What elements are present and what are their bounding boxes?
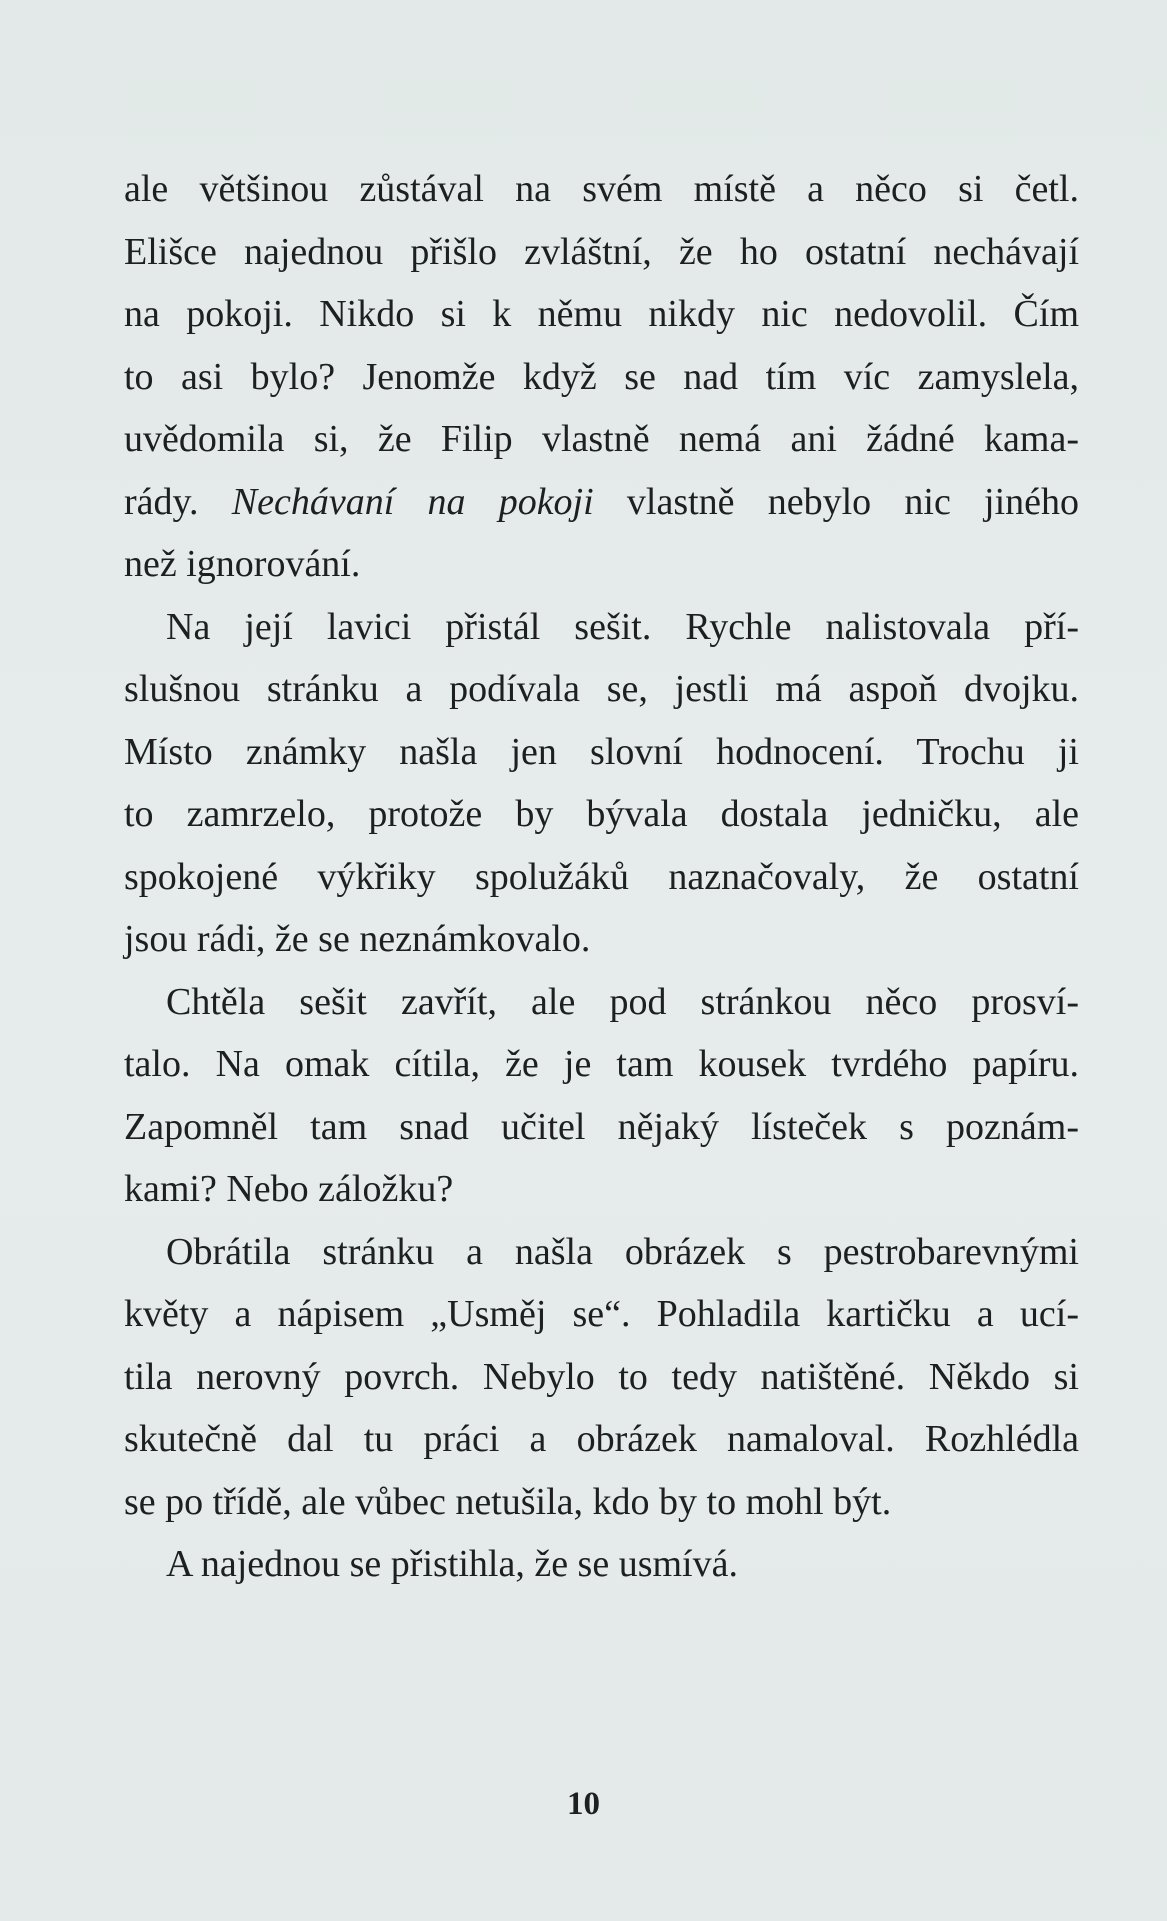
text-line: Obrátila stránku a našla obrázek s pestrobarevnými — [166, 1230, 1079, 1273]
text-line: Na její lavici přistál sešit. Rychle nalistovala pří- — [166, 605, 1079, 648]
text-line: Elišce najednou přišlo zvláštní, že ho ostatní nechávají — [124, 230, 1079, 273]
body-text — [124, 158, 1079, 1596]
text-line: skutečně dal tu práci a obrázek namaloval. Rozhlédla — [124, 1418, 1079, 1460]
text-run: vlastně nebylo nic jiného — [593, 480, 1080, 523]
text-line: ale většinou zůstával na svém místě a něco si četl. — [124, 168, 1079, 210]
text-line: Zapomněl tam snad učitel nějaký lísteček s poznám- — [124, 1105, 1079, 1148]
text-line: květy a nápisem „Usměj se“. Pohladila kartičku a ucí- — [124, 1293, 1079, 1335]
text-line: kami? Nebo záložku? — [124, 1168, 454, 1210]
text-line: uvědomila si, že Filip vlastně nemá ani žádné kama- — [124, 418, 1079, 460]
text-line: tila nerovný povrch. Nebylo to tedy natištěné. Někdo si — [124, 1355, 1079, 1398]
text-run: rády. — [124, 480, 232, 523]
text-line: A najednou se přistihla, že se usmívá. — [166, 1543, 738, 1585]
paragraph — [124, 596, 1079, 971]
paragraph — [124, 1533, 1079, 1596]
text-line: to zamrzelo, protože by bývala dostala jedničku, ale — [124, 793, 1079, 835]
text-line: na pokoji. Nikdo si k němu nikdy nic nedovolil. Čím — [124, 293, 1079, 335]
text-line: to asi bylo? Jenomže když se nad tím víc zamyslela, — [124, 355, 1079, 398]
text-line-with-italic — [124, 471, 1079, 534]
text-line: talo. Na omak cítila, že je tam kousek tvrdého papíru. — [124, 1043, 1079, 1085]
paragraph — [124, 158, 1079, 596]
text-line: slušnou stránku a podívala se, jestli má aspoň dvojku. — [124, 668, 1079, 710]
text-line: jsou rádi, že se neznámkovalo. — [124, 918, 591, 960]
text-line: než ignorování. — [124, 543, 361, 585]
italic-phrase: Nechávaní na pokoji — [231, 480, 594, 523]
text-line: Chtěla sešit zavřít, ale pod stránkou něco prosví- — [166, 980, 1079, 1023]
text-line: se po třídě, ale vůbec netušila, kdo by to mohl být. — [124, 1480, 892, 1523]
text-line: spokojené výkřiky spolužáků naznačovaly, že ostatní — [124, 855, 1079, 898]
paragraph — [124, 1221, 1079, 1534]
page-number: 10 — [567, 1786, 600, 1822]
text-line: Místo známky našla jen slovní hodnocení. Trochu ji — [124, 730, 1079, 773]
paragraph — [124, 971, 1079, 1221]
